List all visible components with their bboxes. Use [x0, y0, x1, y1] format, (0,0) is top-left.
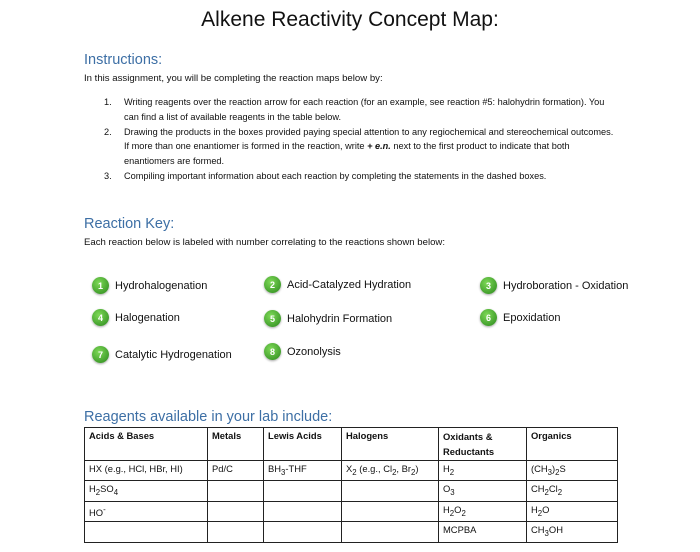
column-header: Lewis Acids	[264, 428, 342, 461]
instructions-list	[104, 95, 614, 184]
reaction-key-item-8	[264, 343, 341, 360]
table-cell	[342, 481, 439, 501]
table-cell	[264, 481, 342, 501]
instructions-heading: Instructions:	[84, 52, 163, 68]
reaction-label: Ozonolysis	[287, 345, 341, 358]
reaction-label: Epoxidation	[503, 311, 561, 324]
table-cell: HO-	[85, 501, 208, 521]
reaction-number-badge: 5	[264, 310, 281, 327]
reaction-label: Acid-Catalyzed Hydration	[287, 278, 412, 291]
table-cell	[208, 522, 264, 542]
table-cell: $CH_3OH$	[527, 522, 618, 542]
reaction-key-item-1	[92, 277, 207, 294]
reaction-number-badge: 1	[92, 277, 109, 294]
table-cell: Pd/C	[208, 461, 264, 481]
instruction-text: Compiling important information about each reaction by completing the statements in the dashed boxes.	[124, 170, 547, 181]
instruction-item	[104, 169, 614, 184]
table-header-row	[85, 428, 618, 461]
instruction-number: 1.	[104, 97, 112, 107]
table-cell	[342, 501, 439, 521]
instruction-text: Writing reagents over the reaction arrow for each reaction (for an example, see reaction #5: halohydrin formation). You can find a list of available reagents in the table below.	[124, 97, 605, 122]
page-title: Alkene Reactivity Concept Map:	[201, 8, 499, 31]
reaction-label: Catalytic Hydrogenation	[115, 348, 232, 361]
reaction-key-item-2	[264, 276, 411, 293]
table-cell	[208, 501, 264, 521]
reaction-key-item-7	[92, 346, 232, 363]
reaction-number-badge: 3	[480, 277, 497, 294]
column-header: Halogens	[342, 428, 439, 461]
reagents-heading: Reagents available in your lab include:	[84, 409, 333, 425]
reaction-label: Hydroboration - Oxidation	[503, 279, 629, 292]
table-cell	[85, 522, 208, 542]
table-row	[85, 481, 618, 501]
table-cell: $H_2$	[439, 461, 527, 481]
reaction-key-item-6	[480, 309, 561, 326]
table-cell: $H_2SO_4$	[85, 481, 208, 501]
instruction-text: Drawing the products in the boxes provided paying special attention to any regiochemical and stereochemical outcomes. If more than one enantiomer is formed in the reaction, write	[124, 126, 614, 152]
reaction-number-badge: 7	[92, 346, 109, 363]
reaction-number-badge: 6	[480, 309, 497, 326]
table-cell: $CH_2Cl_2$	[527, 481, 618, 501]
reagents-table	[84, 427, 618, 543]
instruction-text: next to the first product to indicate that both enantiomers are formed.	[124, 141, 570, 166]
instruction-item	[104, 125, 614, 169]
reaction-key-item-4	[92, 309, 180, 326]
reaction-key-intro: Each reaction below is labeled with number correlating to the reactions shown below:	[84, 237, 446, 248]
instruction-number: 3.	[104, 170, 112, 181]
table-row	[85, 522, 618, 542]
reaction-key-item-5	[264, 310, 392, 327]
table-cell	[342, 522, 439, 542]
reaction-key-item-3	[480, 277, 628, 294]
reaction-number-badge: 4	[92, 309, 109, 326]
table-cell: $BH_3$-THF	[264, 461, 342, 481]
instructions-intro: In this assignment, you will be completing the reaction maps below by:	[84, 73, 383, 84]
reaction-key-heading: Reaction Key:	[84, 216, 175, 232]
table-row	[85, 501, 618, 521]
table-cell: MCPBA	[439, 522, 527, 542]
instruction-number: 2.	[104, 126, 112, 137]
column-header: Acids & Bases	[85, 428, 208, 461]
column-header: Oxidants & Reductants	[439, 428, 527, 461]
reaction-label: Halogenation	[115, 311, 180, 324]
column-header: Organics	[527, 428, 618, 461]
enantiomer-notation: + e.n.	[367, 141, 391, 152]
table-cell: $H_2O_2$	[439, 501, 527, 521]
instruction-item	[104, 95, 614, 124]
column-header: Metals	[208, 428, 264, 461]
table-cell	[264, 501, 342, 521]
table-cell: $X_2$ (e.g., $Cl_2$, $Br_2$)	[342, 461, 439, 481]
table-cell: $(CH_3)_2S$	[527, 461, 618, 481]
reagents-table-body	[85, 461, 618, 543]
table-cell: HX (e.g., HCl, HBr, HI)	[85, 461, 208, 481]
reaction-number-badge: 8	[264, 343, 281, 360]
reaction-label: Hydrohalogenation	[115, 279, 208, 292]
table-cell: $O_3$	[439, 481, 527, 501]
reaction-number-badge: 2	[264, 276, 281, 293]
table-cell	[208, 481, 264, 501]
reaction-label: Halohydrin Formation	[287, 312, 393, 325]
table-row	[85, 461, 618, 481]
table-cell	[264, 522, 342, 542]
table-cell: $H_2O$	[527, 501, 618, 521]
